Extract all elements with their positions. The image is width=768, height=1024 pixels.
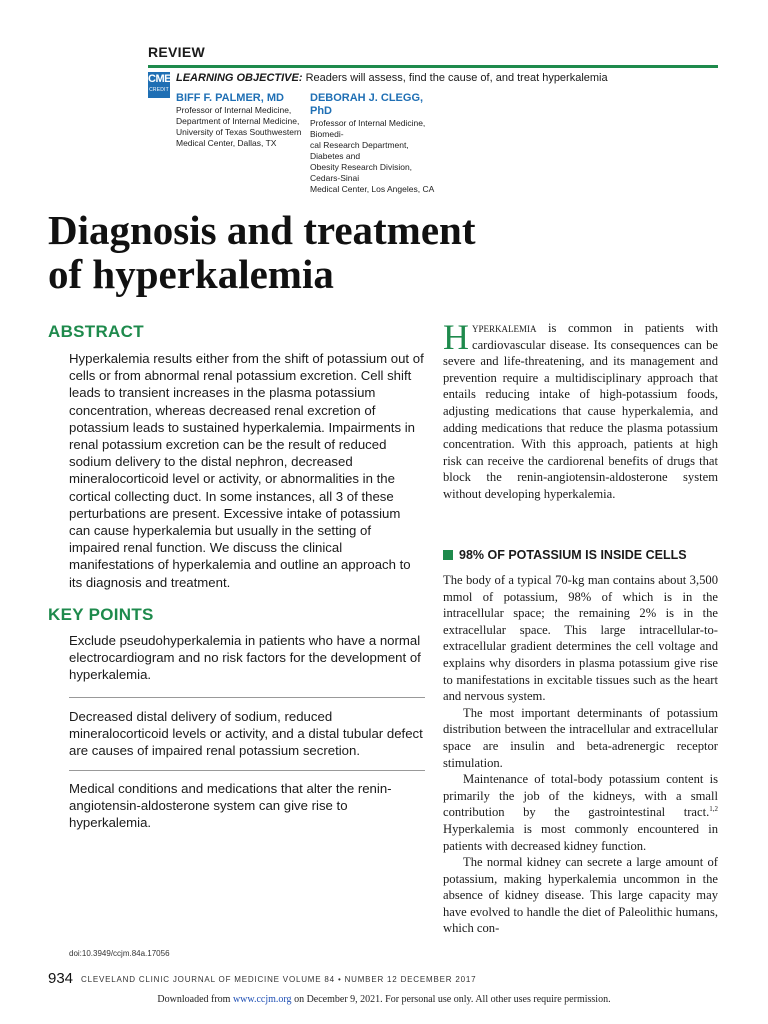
doi: doi:10.3949/ccjm.84a.17056 — [69, 949, 170, 958]
key-point: Decreased distal delivery of sodium, reduced mineralocorticoid levels or activity, and a distal tubular defect are causes of impaired renal potassium secretion. — [69, 709, 423, 759]
author-block — [176, 92, 306, 149]
cme-credit-badge — [148, 72, 170, 98]
key-point-divider — [69, 697, 425, 698]
download-notice — [0, 994, 768, 1005]
body-column — [443, 572, 718, 937]
key-point-divider — [69, 770, 425, 771]
intro-text: is common in patients with cardiovascular disease. Its consequences can be severe and life-threatening, and its management and prevention require a multidisciplinary approach that entails reducing intake of high-potassium foods, adjusting medications that cause hyperkalemia, and adding medications that reduce the plasma potassium concentration. With this approach, patients at high risk can receive the cardiorenal benefits of drugs that block the renin-angiotensin-aldosterone system without developing hyperkalemia. — [443, 321, 718, 501]
author-affiliation-line: Department of Internal Medicine, — [176, 116, 300, 126]
author-block — [310, 92, 440, 195]
author-affiliation-line: cal Research Department, Diabetes and — [310, 140, 409, 161]
author-affiliation-line: University of Texas Southwestern — [176, 127, 302, 137]
intro-column — [443, 317, 718, 503]
intro-lead-word: yperkalemia — [472, 321, 537, 335]
journal-info: CLEVELAND CLINIC JOURNAL OF MEDICINE VOLUME 84 • NUMBER 12 DECEMBER 2017 — [81, 975, 477, 984]
author-name: BIFF F. PALMER, MD — [176, 92, 284, 104]
download-suffix: on December 9, 2021. For personal use only. All other uses require permission. — [291, 994, 611, 1005]
author-affiliation-line: Obesity Research Division, Cedars-Sinai — [310, 162, 413, 183]
section-heading-text: 98% OF POTASSIUM IS INSIDE CELLS — [459, 548, 687, 562]
green-square-icon — [443, 550, 453, 560]
drop-cap: H — [443, 317, 469, 357]
body-paragraph: The body of a typical 70-kg man contains about 3,500 mmol of potassium, 98% of which is in the intracellular space; the remaining 2% is in the extracellular space. This large intracellular-to-extracellular gradient determines the cell voltage and explains why disorders in plasma potassium give rise to manifestations in excitable tissues such as the heart and nervous system. — [443, 573, 718, 704]
body-paragraph: The normal kidney can secrete a large amount of potassium, making hyperkalemia uncommon in the absence of kidney disease. This large capacity may have evolved to handle the diet of Paleolithic humans, which con- — [443, 855, 718, 936]
objective-label: LEARNING OBJECTIVE: — [176, 72, 303, 84]
author-affiliation-line: Medical Center, Los Angeles, CA — [310, 184, 435, 194]
page-footer — [48, 970, 728, 987]
abstract-heading: ABSTRACT — [48, 322, 144, 341]
ccjm-link[interactable]: www.ccjm.org — [232, 994, 292, 1005]
title-line: Diagnosis and treatment — [48, 207, 476, 253]
download-prefix: Downloaded from — [157, 994, 233, 1005]
paragraph-text: Hyperkalemia is most commonly encountered in patients with decreased kidney function. — [443, 821, 718, 853]
author-affiliation-line: Medical Center, Dallas, TX — [176, 138, 277, 148]
title-line: of hyperkalemia — [48, 251, 334, 297]
key-points-heading: KEY POINTS — [48, 605, 154, 624]
page-number: 934 — [48, 970, 74, 987]
learning-objective — [176, 72, 608, 84]
abstract-text: Hyperkalemia results either from the shift of potassium out of cells or from abnormal renal potassium excretion. Cell shift leads to transient increases in the plasma potassium concentration, whereas decreased renal excretion of potassium leads to sustained hyperkalemia. Impairments in renal potassium excretion can be the result of reduced sodium delivery to the distal nephron, decreased mineralocorticoid level or activity, or abnormalities in the cortical collecting duct. In some instances, all 3 of these perturbations are present. Excessive intake of potassium can cause hyperkalemia but usually in the setting of impaired renal function. We discuss the clinical manifestations of hyperkalemia and outline an approach to its diagnosis and treatment. — [69, 351, 424, 590]
author-affiliation-line: Professor of Internal Medicine, Biomedi- — [310, 118, 426, 139]
article-title — [48, 208, 608, 296]
body-paragraph: The most important determinants of potassium distribution between the intracellular and extracellular space are insulin and beta-adrenergic receptor stimulation. — [443, 705, 718, 770]
key-point: Exclude pseudohyperkalemia in patients who have a normal electrocardiogram and no risk factors for the development of hyperkalemia. — [69, 633, 421, 683]
paragraph-text: Maintenance of total-body potassium content is primarily the job of the kidneys, with a small contribution by the gastrointestinal tract. — [443, 772, 718, 820]
author-affiliation-line: Professor of Internal Medicine, — [176, 105, 292, 115]
reference-marker[interactable]: 1,2 — [709, 805, 718, 814]
section-heading — [443, 548, 687, 562]
body-paragraph — [443, 771, 718, 854]
cme-badge-top: CME — [148, 73, 171, 85]
intro-paragraph — [443, 317, 718, 503]
section-label: REVIEW — [148, 44, 206, 60]
top-rule — [148, 65, 718, 68]
objective-text: Readers will assess, find the cause of, and treat hyperkalemia — [302, 72, 608, 84]
cme-badge-bottom: CREDIT — [149, 87, 169, 93]
author-name: DEBORAH J. CLEGG, PhD — [310, 92, 424, 117]
key-point: Medical conditions and medications that alter the renin-angiotensin-aldosterone system can give rise to hyperkalemia. — [69, 781, 392, 831]
